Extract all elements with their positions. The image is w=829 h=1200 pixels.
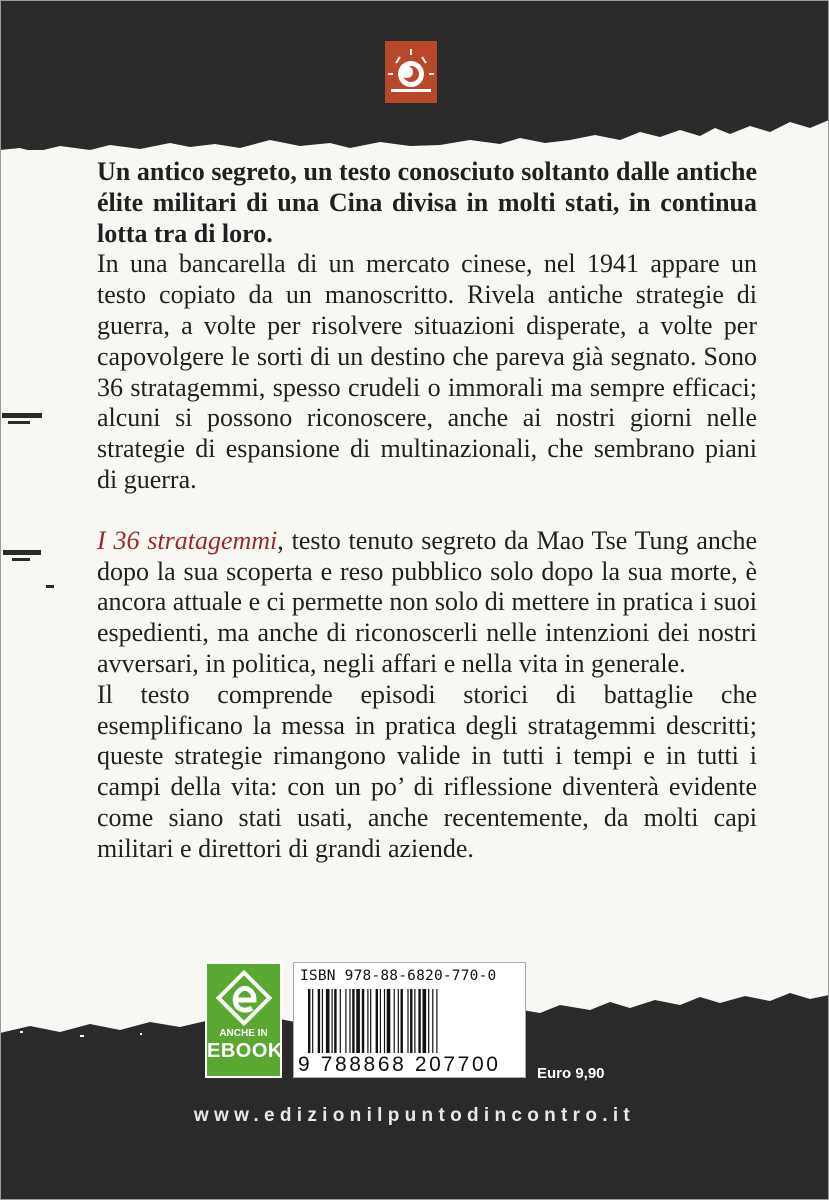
- blurb-paragraph-1: In una bancarella di un mercato cinese, nel 1941 appare un testo copiato da un manoscritto. Rivela antiche strategie di guerra, a volte per risolvere situazioni disperate, a volte per capovolgere le sorti di un destino che pareva già segnato. Sono 36 stratagemmi, spesso crudeli o immorali ma sempre efficaci; alcuni si possono riconoscere, anche ai nostri giorni nelle strategie di espansione di multinazionali, che sembrano piani di guerra.: [97, 249, 757, 494]
- isbn-text: ISBN 978-88-6820-770-0: [300, 968, 497, 984]
- book-title-italic: I 36 stratagemmi: [97, 525, 278, 555]
- barcode-bars: [308, 989, 514, 1061]
- ean-number: 9 788868 207700: [298, 1053, 501, 1076]
- ebook-badge-line1: ANCHE IN: [219, 1028, 268, 1039]
- blurb-paragraph-2: [97, 526, 757, 680]
- price: Euro 9,90: [537, 1065, 605, 1082]
- blurb-lead: Un antico segreto, un testo conosciuto soltanto dalle antiche élite militari di una Cina divisa in molti stati, in continua lotta tra di loro.: [97, 157, 757, 248]
- ebook-e-icon: [216, 970, 272, 1026]
- ebook-badge: [205, 962, 282, 1078]
- blurb-text: [97, 157, 757, 865]
- blurb-paragraph-3: Il testo comprende episodi storici di battaglie che esemplificano la messa in pratica degli stratagemmi descritti; queste strategie rimangono valide in tutti i tempi e in tutti i campi della vita: con un po’ di riflessione diventerà evidente come siano stati usati, anche recentemente, da molti capi militari e direttori di grandi aziende.: [97, 679, 757, 863]
- ebook-badge-line2: EBOOK: [207, 1040, 283, 1062]
- publisher-logo-icon: [385, 41, 437, 103]
- website-url: www.edizionilpuntodincontro.it: [193, 1105, 636, 1126]
- paper-flecks: [0, 395, 60, 595]
- barcode: [293, 962, 526, 1078]
- blurb-paragraph-2-rest: , testo tenuto segreto da Mao Tse Tung anche dopo la sua scoperta e reso pubblico solo dopo la sua morte, è ancora attuale e ci permette non solo di mettere in pratica i suoi espedienti, ma anche di riconoscerli nelle intenzioni dei nostri avversari, in politica, negli affari e nella vita in generale.: [97, 525, 757, 678]
